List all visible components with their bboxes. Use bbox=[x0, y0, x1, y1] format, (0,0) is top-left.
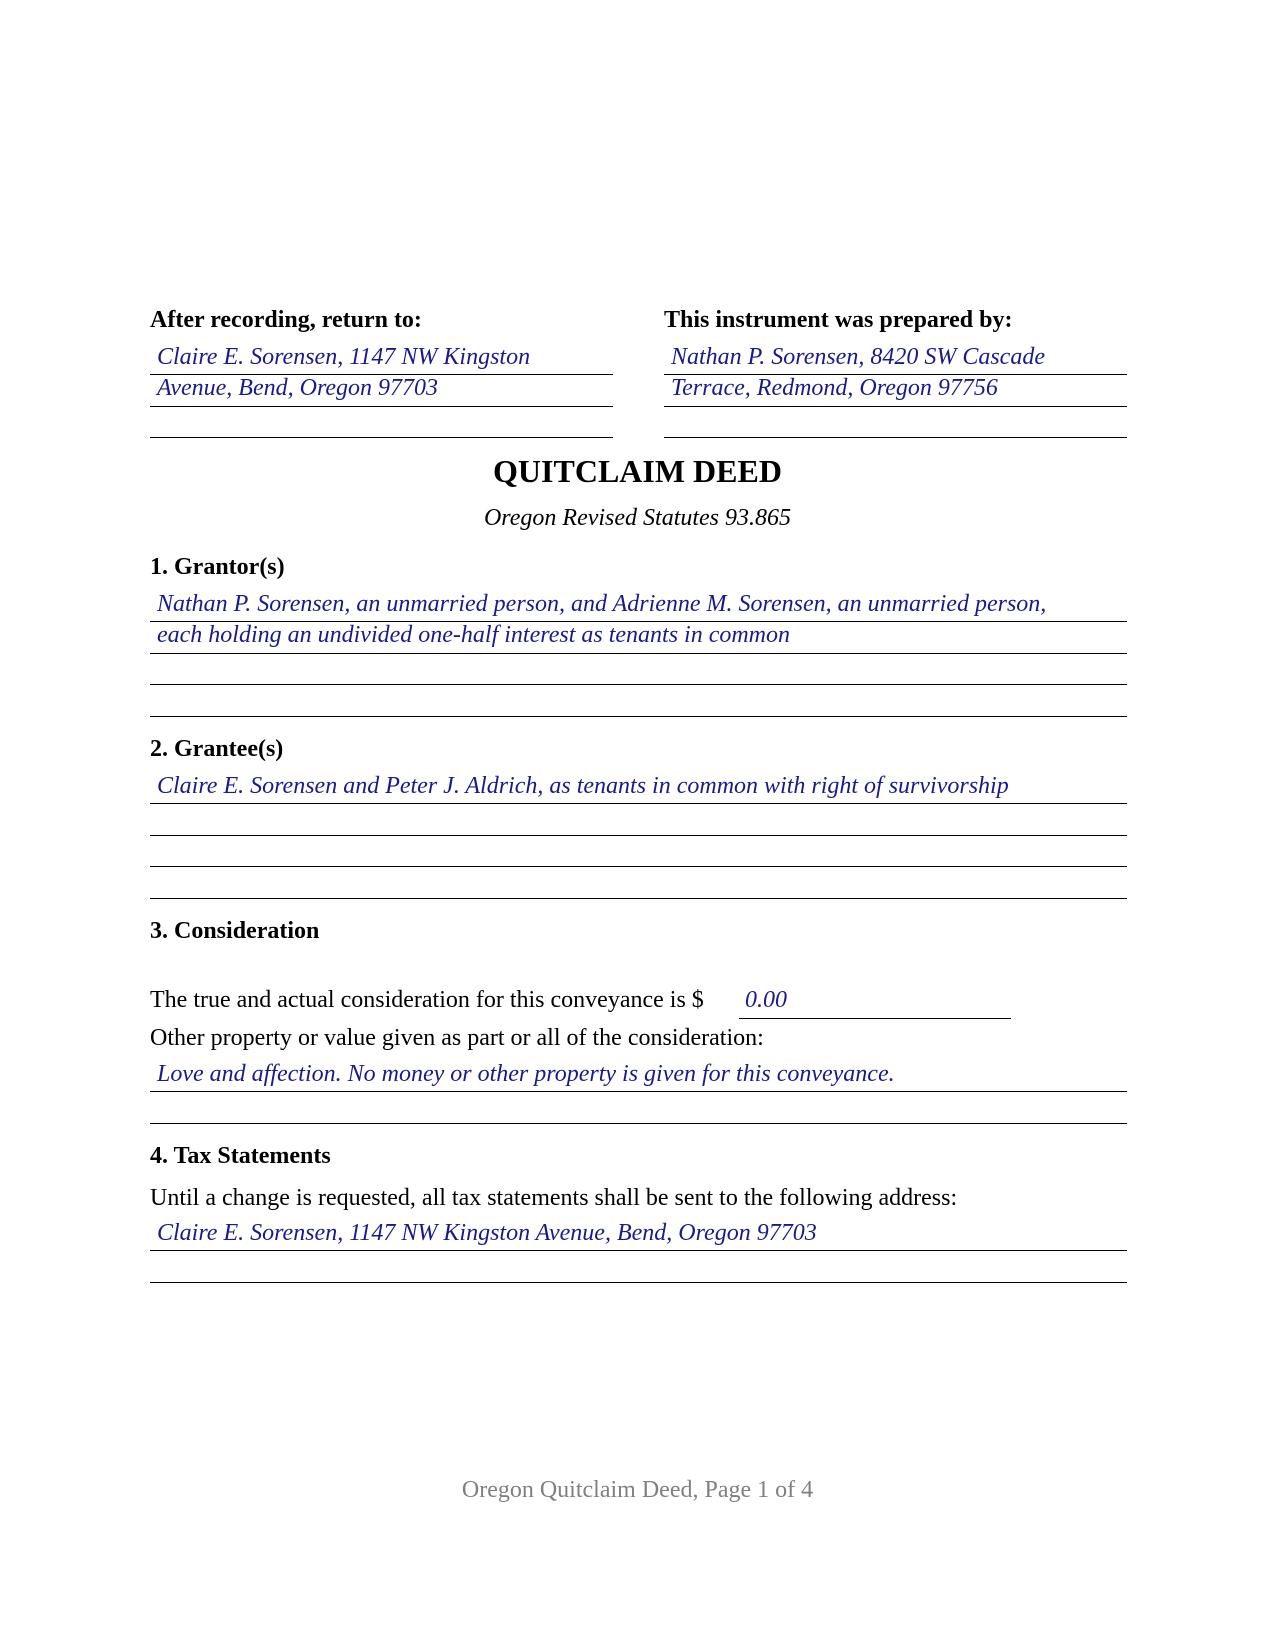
return-to-rule-3 bbox=[150, 437, 613, 438]
grantees-rule-1 bbox=[150, 803, 1127, 804]
consideration-heading: 3. Consideration bbox=[150, 918, 320, 944]
prepared-by-rule-3 bbox=[664, 437, 1127, 438]
grantees-rule-4 bbox=[150, 898, 1127, 899]
grantors-heading: 1. Grantor(s) bbox=[150, 554, 285, 580]
return-to-rule-2 bbox=[150, 406, 613, 407]
document-subtitle: Oregon Revised Statutes 93.865 bbox=[483, 505, 792, 531]
return-to-line-1[interactable]: Claire E. Sorensen, 1147 NW Kingston bbox=[157, 344, 531, 370]
grantors-rule-4 bbox=[150, 716, 1127, 717]
prepared-by-line-1[interactable]: Nathan P. Sorensen, 8420 SW Cascade bbox=[671, 344, 1045, 370]
tax-rule-1 bbox=[150, 1250, 1127, 1251]
tax-intro: Until a change is requested, all tax statements shall be sent to the following address: bbox=[150, 1185, 958, 1211]
page-footer: Oregon Quitclaim Deed, Page 1 of 4 bbox=[461, 1477, 814, 1503]
return-to-line-2[interactable]: Avenue, Bend, Oregon 97703 bbox=[157, 375, 439, 401]
grantors-line-1[interactable]: Nathan P. Sorensen, an unmarried person, and Adrienne M. Sorensen, an unmarried person, bbox=[157, 591, 1047, 617]
tax-heading: 4. Tax Statements bbox=[150, 1143, 331, 1169]
prepared-by-label: This instrument was prepared by: bbox=[664, 307, 1013, 333]
grantors-rule-3 bbox=[150, 684, 1127, 685]
consideration-other-line-1[interactable]: Love and affection. No money or other property is given for this conveyance. bbox=[157, 1061, 895, 1087]
grantees-line-1[interactable]: Claire E. Sorensen and Peter J. Aldrich, as tenants in common with right of survivorship bbox=[157, 773, 1009, 799]
prepared-by-rule-2 bbox=[664, 406, 1127, 407]
grantees-heading: 2. Grantee(s) bbox=[150, 736, 284, 762]
tax-line-1[interactable]: Claire E. Sorensen, 1147 NW Kingston Avenue, Bend, Oregon 97703 bbox=[157, 1220, 817, 1246]
consideration-other-rule-2 bbox=[150, 1123, 1127, 1124]
consideration-other-label: Other property or value given as part or all of the consideration: bbox=[150, 1025, 764, 1051]
consideration-other-rule-1 bbox=[150, 1091, 1127, 1092]
grantees-rule-2 bbox=[150, 835, 1127, 836]
return-to-label: After recording, return to: bbox=[150, 307, 422, 333]
consideration-amount-rule bbox=[739, 1018, 1011, 1019]
document-title: QUITCLAIM DEED bbox=[493, 453, 782, 489]
grantors-rule-2 bbox=[150, 653, 1127, 654]
prepared-by-line-2[interactable]: Terrace, Redmond, Oregon 97756 bbox=[671, 375, 998, 401]
grantors-line-2[interactable]: each holding an undivided one-half interest as tenants in common bbox=[157, 622, 791, 648]
consideration-amount[interactable]: 0.00 bbox=[745, 987, 787, 1013]
grantees-rule-3 bbox=[150, 866, 1127, 867]
consideration-amount-label: The true and actual consideration for this conveyance is $ bbox=[150, 987, 704, 1013]
tax-rule-2 bbox=[150, 1282, 1127, 1283]
